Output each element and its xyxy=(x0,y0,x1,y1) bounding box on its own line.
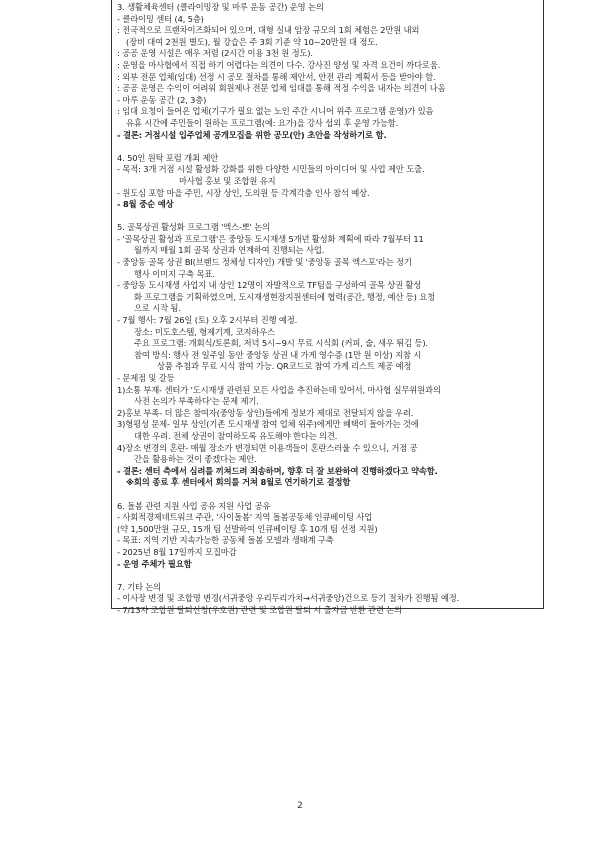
text-line: 3)형평성 문제- 일부 상인(기존 도시재생 참여 업체 위주)에게만 혜택이 돌아가는 것에 xyxy=(117,419,419,430)
text-line: - 사회적경제네트워크 주관, '사이돌봄' 지역 돌봄공동체 인큐베이팅 사업 xyxy=(117,512,373,523)
blank-line xyxy=(117,489,543,501)
text-line: 장소: 미도호스텔, 형제기계, 코지하우스 xyxy=(134,326,275,337)
text-line: 2)홍보 부족- 더 많은 참여자(중앙동 상인)들에게 정보가 제대로 전달되지 않을 우려. xyxy=(117,407,414,418)
text-line: (장비 대여 2천원 별도), 월 강습은 주 3회 기준 약 10~20만원 대 정도. xyxy=(126,36,378,47)
text-line: 7. 기타 논의 xyxy=(117,581,162,592)
text-line: 월까지 매월 1회 골목 상권과 연계하여 진행되는 사업. xyxy=(134,245,325,256)
text-line: 으로 시작 됨. xyxy=(134,303,181,314)
text-line: - 목표: 지역 기반 지속가능한 공동체 돌봄 모델과 생태계 구축 xyxy=(117,535,334,546)
text-line: : 운영을 마사협에서 직접 하기 어렵다는 의견이 다수. 강사진 양성 및 자격 요건이 까다로움. xyxy=(117,59,441,70)
text-line: 4)장소 변경의 혼란- 매월 장소가 변경되면 이용객들이 혼란스러울 수 있으니, 거점 공 xyxy=(117,442,418,453)
text-line: 1)소통 부재- 센터가 '도시재생 관련된 모든 사업을 추진하는데 있어서, 마사협 실무위원과의 xyxy=(117,384,441,395)
text-line: - 중앙동 골목 상권 BI(브랜드 정체성 디자인) 개발 및 '중앙동 골목 엑스포'라는 정기 xyxy=(117,257,412,268)
text-line: - 결론: 거점시설 입주업체 공개모집을 위한 공모(안) 초안을 작성하기로 함. xyxy=(117,129,387,140)
text-line: 마사협 홍보 및 조합원 유지 xyxy=(179,175,276,186)
text-line: 4. 50인 원탁 포럼 개최 제안 xyxy=(117,152,219,163)
text-line: - 7/13자 조합원 탈퇴신청(우호원) 관련 및 조합원 탈퇴 시 출자금 반환 관련 논의 xyxy=(117,604,402,615)
text-line: 5. 골목상권 활성화 프로그램 '엑스-뽀' 논의 xyxy=(117,222,270,233)
text-line: 사전 논의가 부족하다'는 문제 제기. xyxy=(134,396,259,407)
text-line: 대한 우려. 전체 상권이 참여하도록 유도해야 한다는 의견. xyxy=(134,430,338,441)
text-line: - 중앙동 도시재생 사업지 내 상인 12명이 자발적으로 TF팀을 구성하여 골목 상권 활성 xyxy=(117,280,422,291)
text-line: - 문제점 및 갈등 xyxy=(117,373,175,383)
text-line: - 2025년 8월 17일까지 모집마감 xyxy=(117,546,237,557)
text-line: 3. 생활체육센터 (클라이밍장 및 마루 운동 공간) 운영 논의 xyxy=(117,2,324,12)
text-line: - 원도심 포함 마을 주민, 시장 상인, 도의원 등 각계각층 인사 참석 예상. xyxy=(117,187,370,198)
meeting-minutes-box xyxy=(111,0,544,615)
text-line: 행사 이미지 구축 목표. xyxy=(134,268,215,279)
text-line: - 마루 운동 공간 (2, 3층) xyxy=(117,94,207,105)
text-line: : 공공 운영 시설은 매우 저렴 (2시간 이용 3천 원 정도). xyxy=(117,48,313,59)
text-line: - 운영 주체가 필요함 xyxy=(117,558,192,569)
blank-line xyxy=(117,141,543,153)
text-line: 상품 추첨과 무료 시식 참여 가능. QR코드로 참여 가게 리스트 제공 예정 xyxy=(157,361,412,372)
page-number: 2 xyxy=(297,801,303,811)
blank-line xyxy=(117,570,543,582)
text-line: - 8월 중순 예상 xyxy=(117,199,174,210)
text-line: - '골목상권 활성과 프로그램'은 중앙동 도시재생 5개년 활성화 계획에 따라 7월부터 11 xyxy=(117,233,424,244)
text-line: (약 1,500만원 규모, 15개 팀 선발하여 인큐베이팅 후 10개 팀 선정 지원) xyxy=(117,523,378,534)
text-line: - 클라이밍 센터 (4, 5층) xyxy=(117,13,204,24)
text-line: : 임대 요청이 들어온 업체(기구가 필요 없는 노인 주간 시니어 위주 프로그램 운영)가 있음 xyxy=(117,106,434,117)
text-line: 주요 프로그램: 개회식/토론회, 저녁 5시~9시 무료 시식회 (커피, 술, 새우 튀김 등). xyxy=(134,338,428,349)
text-line: : 공공 운영은 수익이 어려워 회원제나 전문 업체 임대를 통해 적정 수익을 내자는 의견이 나옴 xyxy=(117,83,446,94)
text-line: : 외부 전문 업체(임대) 선정 시 공모 절차를 통해 제안서, 안전 관리 계획서 등을 받아야 함. xyxy=(117,71,436,82)
text-line: - 목적: 3개 거점 시설 활성화 강화를 위한 다양한 시민들의 아이디어 및 사업 제안 도출. xyxy=(117,164,425,175)
text-line: - 이사장 변경 및 조합명 변경(서귀중앙 우리두리가치→서귀중앙)건으로 등기 절차가 진행됨 예정. xyxy=(117,593,460,604)
text-line: 간을 활용하는 것이 좋겠다는 제안. xyxy=(134,454,257,465)
text-line: - 결론: 센터 측에서 심려를 끼쳐드려 죄송하며, 향후 더 잘 보완하여 진행하겠다고 약속함. xyxy=(117,465,438,476)
text-line: 유휴 시간에 주민들이 원하는 프로그램(예: 요가)을 강사 섭외 후 운영 가능함. xyxy=(126,117,399,128)
text-line: 참여 방식: 행사 전 일주일 동안 중앙동 상권 내 가게 영수증 (1만 원 이상) 지참 시 xyxy=(134,349,422,360)
text-line: : 전국적으로 프랜차이즈화되어 있으며, 대형 실내 암장 규모의 1회 체험은 2만원 내외 xyxy=(117,25,420,36)
text-line: ※회의 종료 후 센터에서 회의를 거쳐 8월로 연기하기로 결정함 xyxy=(126,477,351,488)
text-line: 6. 돌봄 관련 지원 사업 공유 지원 사업 공유 xyxy=(117,500,271,511)
text-line: 화 프로그램을 기획하였으며, 도시재생현장지원센터에 협력(공간, 행정, 예산 등) 요청 xyxy=(134,291,435,302)
blank-line xyxy=(117,211,543,223)
text-line: - 7월 행사: 7월 26일 (토) 오후 2시부터 진행 예정. xyxy=(117,315,298,326)
